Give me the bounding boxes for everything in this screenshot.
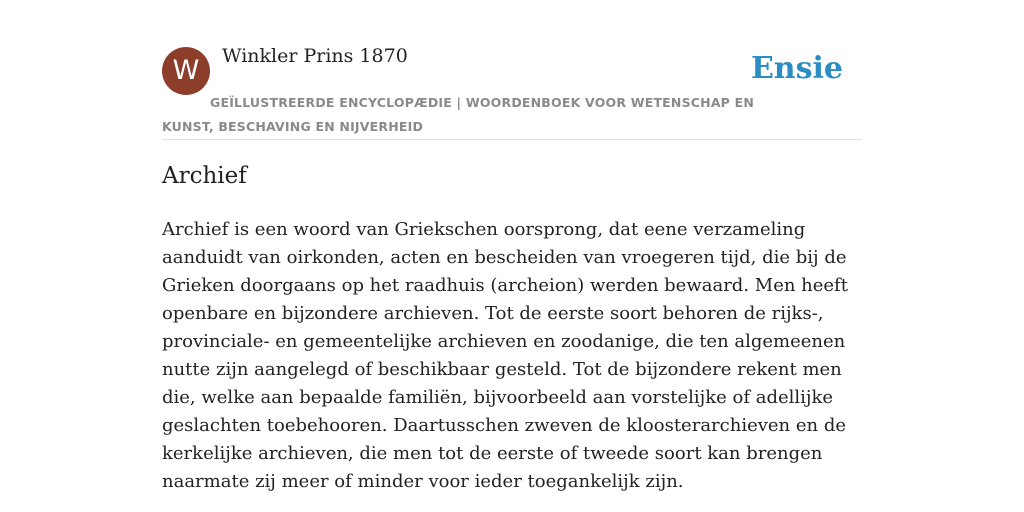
brand-logo[interactable]: Ensie bbox=[750, 51, 843, 86]
source-title[interactable]: Winkler Prins 1870 bbox=[222, 45, 408, 67]
source-subtitle: GEÏLLUSTREERDE ENCYCLOPÆDIE | WOORDENBOEK VOOR WETENSCHAP EN KUNST, BESCHAVING EN NIJVERHEID bbox=[162, 95, 755, 134]
source-avatar[interactable]: W bbox=[162, 47, 210, 95]
article-body: Archief is een woord van Griekschen oorsprong, dat eene verzameling aanduidt van oirkonden, acten en bescheiden van vroegeren tijd, die bij de Grieken doorgaans op het raadhuis (archeion) werden bewaard. Men heeft openbare en bijzondere archieven. Tot de eerste soort behoren de rijks-, provinciale- en gemeentelijke archieven en zoodanige, die ten algemeenen nutte zijn aangelegd of beschikbaar gesteld. Tot de bijzondere rekent men die, welke aan bepaalde familiën, bijvoorbeeld aan vorstelijke of adellijke geslachten toebehooren. Daartusschen zweven de kloosterarchieven en de kerkelijke archieven, die men tot de eerste of tweede soort kan brengen naarmate zij meer of minder voor ieder toegankelijk zijn. bbox=[162, 219, 848, 492]
header-divider bbox=[162, 139, 862, 140]
article-headword: Archief bbox=[162, 163, 247, 189]
